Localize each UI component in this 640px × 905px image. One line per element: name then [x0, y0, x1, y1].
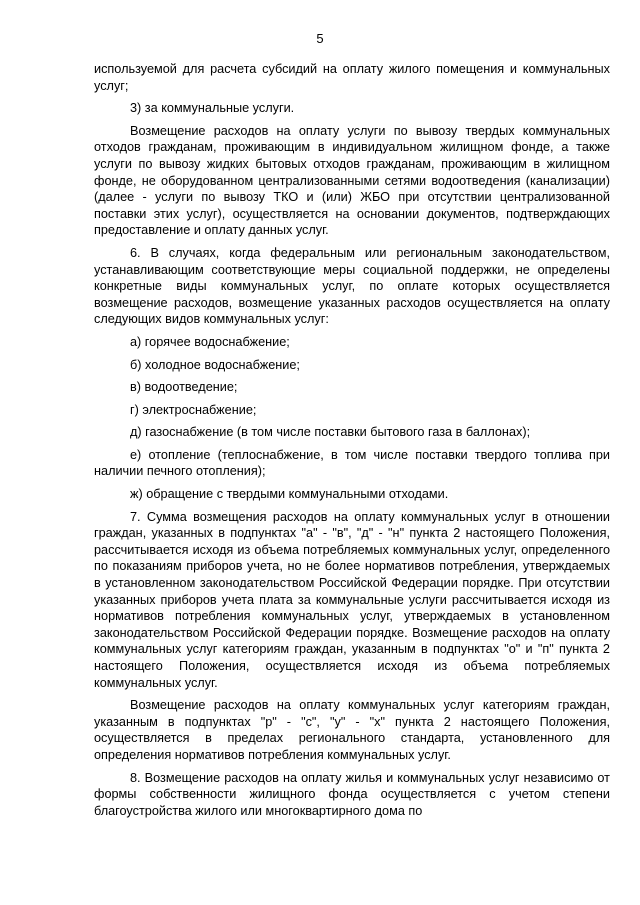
paragraph: 7. Сумма возмещения расходов на оплату коммунальных услуг в отношении граждан, указанных в подпунктах "а" - "в", "д" - "н" пункта 2 настоящего Положения, рассчитывается исходя из объема потребляемых коммунальных услуг, определенного по показаниям приборов учета, но не более нормативов потребления, утверждаемых в установленном законодательством Российской Федерации порядке. При отсутствии указанных приборов учета плата за коммунальные услуги рассчитывается исходя из нормативов потребления коммунальных услуг, утверждаемых в установленном законодательством Российской Федерации порядке. Возмещение расходов на оплату коммунальных услуг категориям граждан, указанным в подпунктах "о" и "п" пункта 2 настоящего Положения, осуществляется исходя из объема потребляемых коммунальных услуг. — [94, 509, 610, 690]
page-number: 5 — [316, 31, 324, 46]
list-item: в) водоотведение; — [130, 380, 238, 395]
list-item: ж) обращение с твердыми коммунальными отходами. — [130, 487, 449, 502]
list-item: д) газоснабжение (в том числе поставки бытового газа в баллонах); — [130, 425, 531, 440]
list-item: б) холодное водоснабжение; — [130, 357, 300, 372]
document-body — [94, 61, 610, 825]
paragraph: Возмещение расходов на оплату коммунальных услуг категориям граждан, указанным в подпунктах "р" - "с", "у" - "х" пункта 2 настоящего Положения, осуществляется в пределах регионального стандарта, установленного для определения нормативов потребления коммунальных услуг. — [94, 698, 610, 762]
list-item: а) горячее водоснабжение; — [130, 334, 290, 349]
list-item: е) отопление (теплоснабжение, в том числе поставки твердого топлива при наличии печного отопления); — [94, 447, 610, 479]
paragraph: 3) за коммунальные услуги. — [130, 101, 295, 116]
paragraph: Возмещение расходов на оплату услуги по вывозу твердых коммунальных отходов гражданам, проживающим в индивидуальном жилищном фонде, а также услуги по вывозу жидких бытовых отходов гражданам, проживающим в жилищном фонде, не оборудованном централизованными сетями водоотведения (канализации) (далее - услуги по вывозу ТКО и (или) ЖБО при отсутствии централизованной поставки этих услуг), осуществляется на основании документов, подтверждающих предоставление и оплату данных услуг. — [94, 123, 610, 238]
paragraph: 6. В случаях, когда федеральным или региональным законодательством, устанавливающим соответствующие меры социальной поддержки, не определены конкретные виды коммунальных услуг, по оплате которых осуществляется возмещение расходов, возмещение указанных расходов осуществляется на оплату следующих видов коммунальных услуг: — [94, 245, 610, 327]
paragraph: используемой для расчета субсидий на оплату жилого помещения и коммунальных услуг; — [94, 62, 610, 93]
paragraph: 8. Возмещение расходов на оплату жилья и коммунальных услуг независимо от формы собственности жилищного фонда осуществляется с учетом степени благоустройства жилого или многоквартирного дома по — [94, 770, 610, 818]
list-item: г) электроснабжение; — [130, 402, 257, 417]
